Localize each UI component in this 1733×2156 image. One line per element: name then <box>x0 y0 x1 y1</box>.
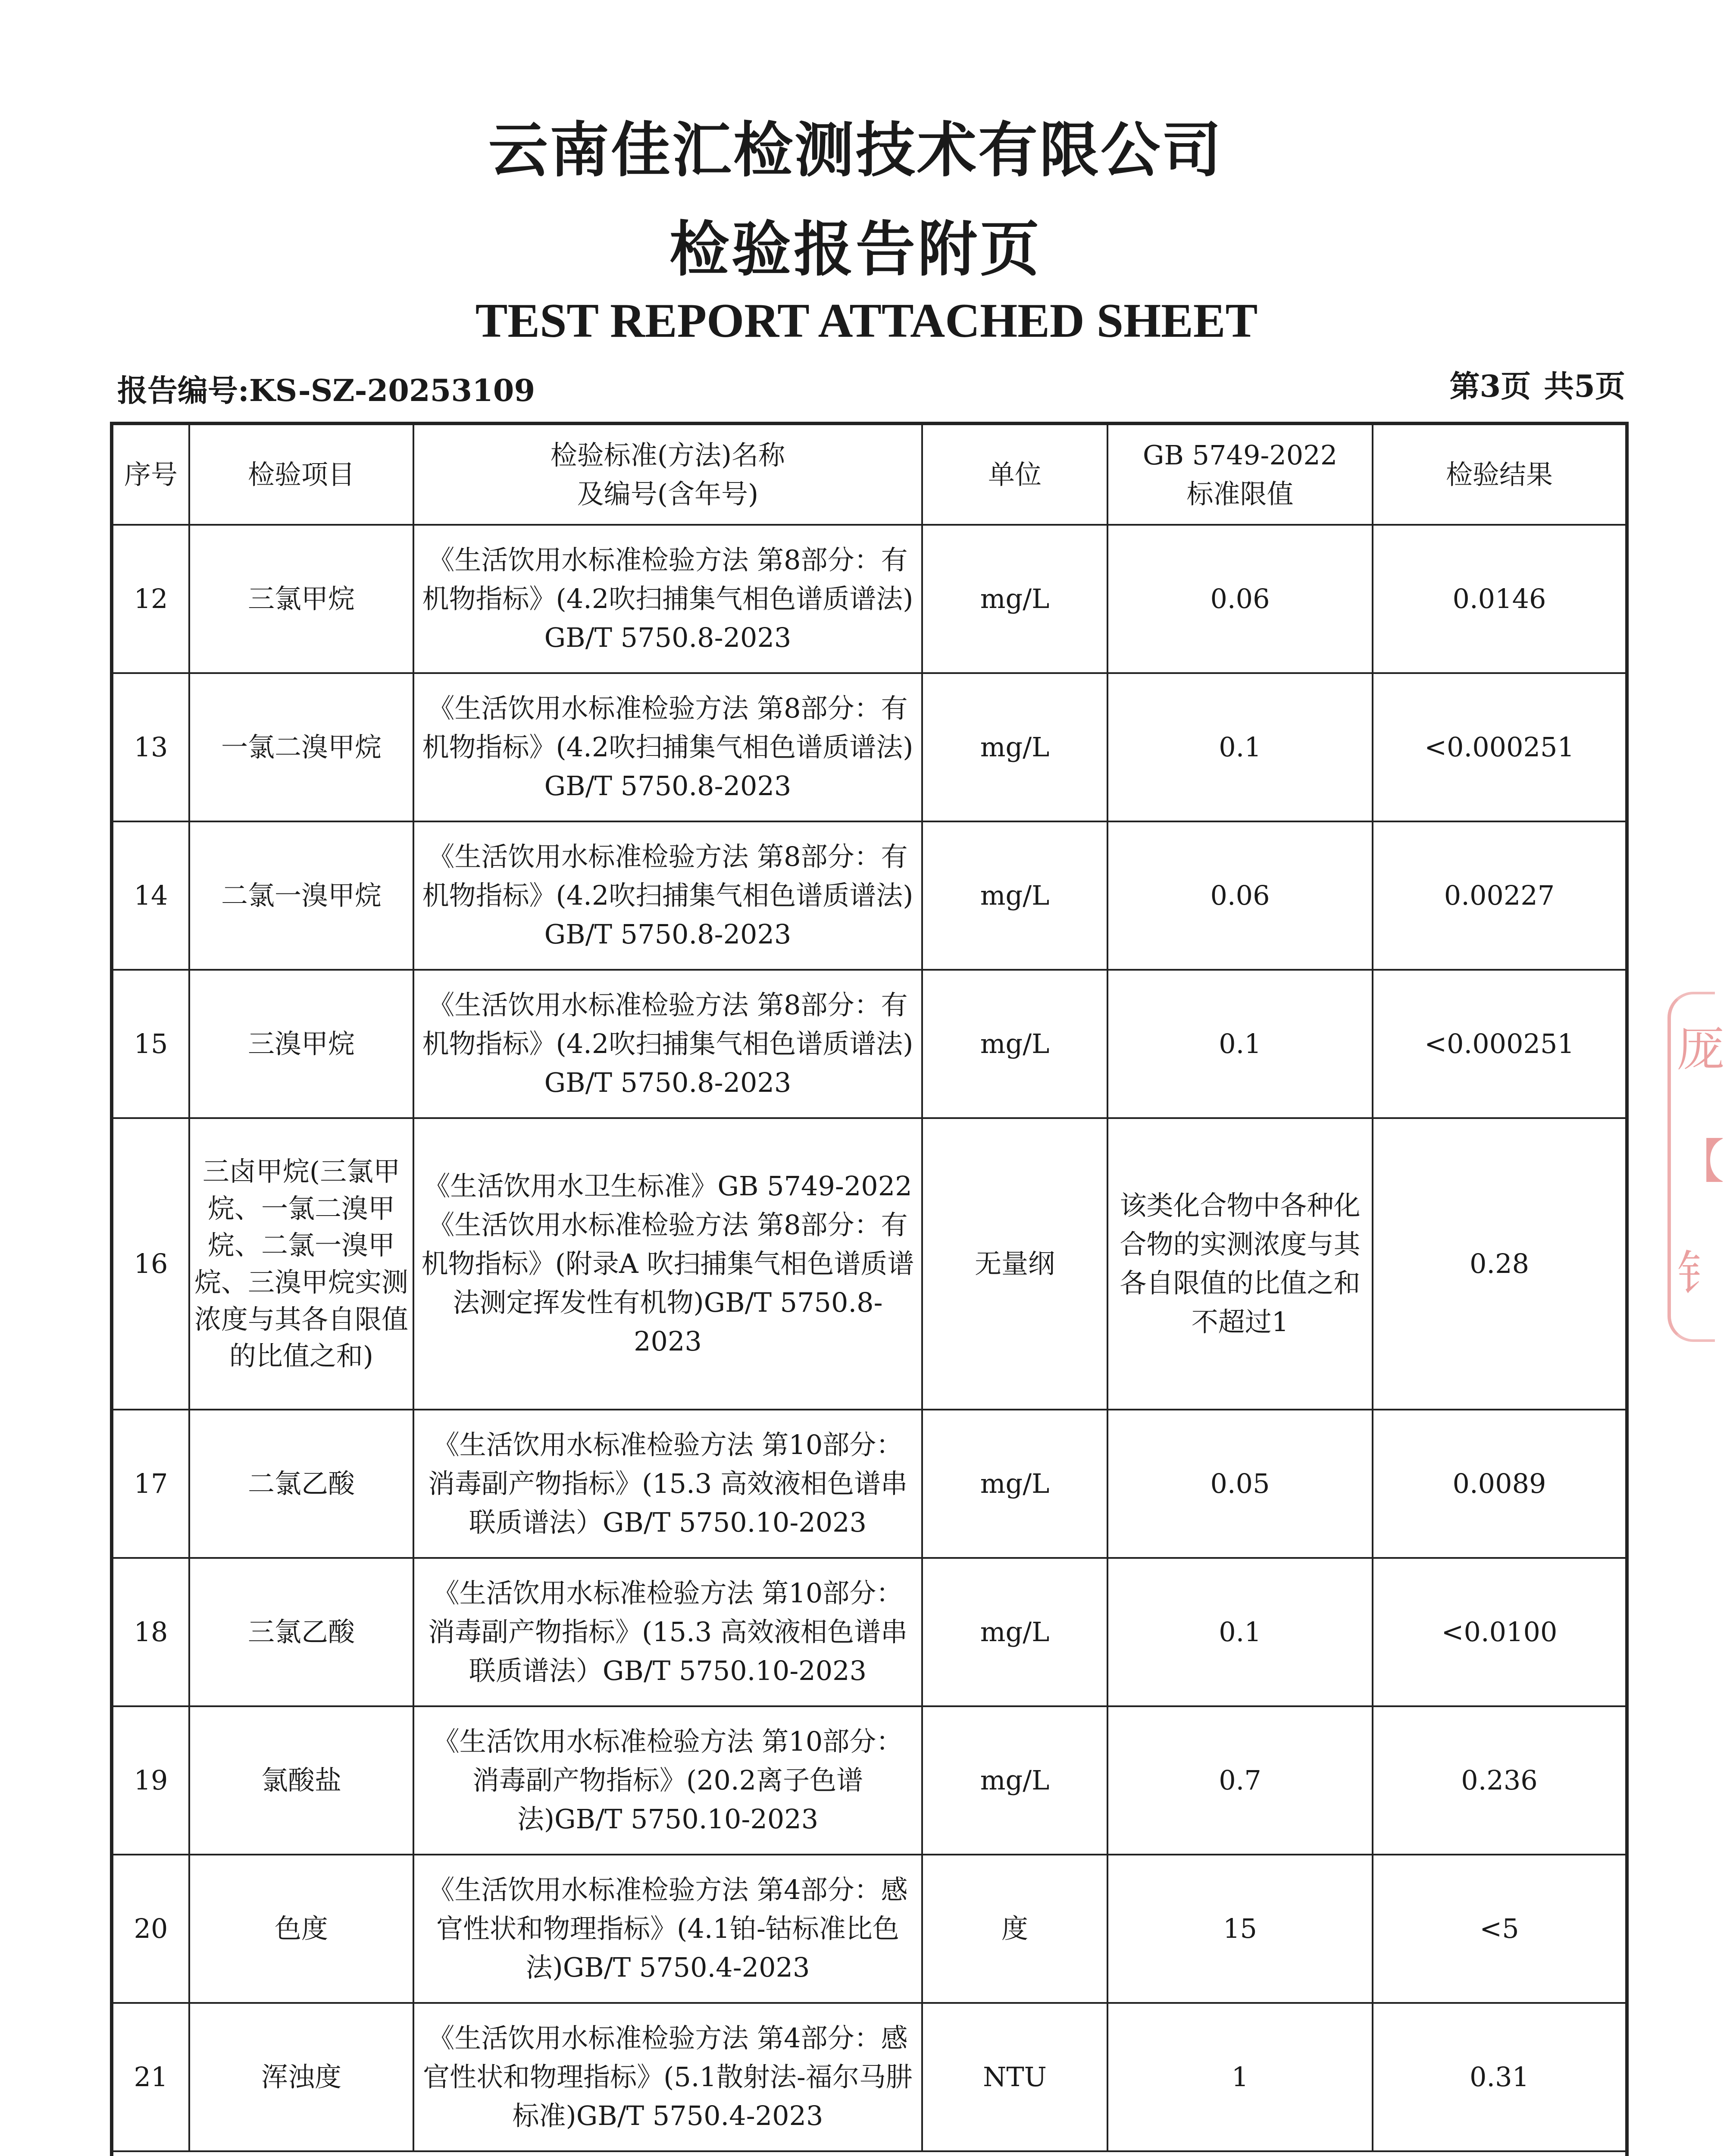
cell-limit: 0.06 <box>1107 821 1373 970</box>
cell-method: 《生活饮用水标准检验方法 第10部分：消毒副产物指标》(20.2离子色谱法)GB/T 5750.10-2023 <box>413 1706 922 1855</box>
table-footer-row <box>112 2151 1627 2156</box>
table-row <box>112 1706 1627 1855</box>
col-header-result: 检验结果 <box>1373 423 1627 525</box>
cell-no: 16 <box>112 1118 189 1410</box>
col-header-no: 序号 <box>112 423 189 525</box>
cell-no: 20 <box>112 1855 189 2003</box>
company-name: 云南佳汇检测技术有限公司 <box>488 116 1223 185</box>
cell-result: 0.00227 <box>1373 821 1627 970</box>
cell-method: 《生活饮用水卫生标准》GB 5749-2022《生活饮用水标准检验方法 第8部分：有机物指标》(附录A 吹扫捕集气相色谱质谱法测定挥发性有机物)GB/T 5750.8-2023 <box>413 1118 922 1410</box>
page-indicator <box>1437 362 1625 406</box>
col-header-method-line2: 及编号(含年号) <box>577 478 759 510</box>
cell-result: <0.000251 <box>1373 970 1627 1118</box>
table-row <box>112 821 1627 970</box>
cell-unit: mg/L <box>922 970 1107 1118</box>
cell-item: 三溴甲烷 <box>189 970 413 1118</box>
cell-result: 0.28 <box>1373 1118 1627 1410</box>
table-header-row <box>112 423 1627 525</box>
report-number: 报告编号:KS-SZ-20253109 <box>117 373 535 408</box>
cell-item: 二氯乙酸 <box>189 1410 413 1558</box>
table-row <box>112 1855 1627 2003</box>
cell-result: 0.0089 <box>1373 1410 1627 1558</box>
cell-method: 《生活饮用水标准检验方法 第8部分：有机物指标》(4.2吹扫捕集气相色谱质谱法) GB/T 5750.8-2023 <box>413 673 922 821</box>
cell-result: 0.0146 <box>1373 525 1627 673</box>
col-header-method-line1: 检验标准(方法)名称 <box>550 439 785 471</box>
cell-no: 12 <box>112 525 189 673</box>
cell-method: 《生活饮用水标准检验方法 第8部分：有机物指标》(4.2吹扫捕集气相色谱质谱法) GB/T 5750.8-2023 <box>413 821 922 970</box>
cell-item: 三氯甲烷 <box>189 525 413 673</box>
english-title: TEST REPORT ATTACHED SHEET <box>475 294 1258 348</box>
col-header-method <box>413 423 922 525</box>
cell-limit: 1 <box>1107 2003 1373 2151</box>
cell-item: 三氯乙酸 <box>189 1558 413 1706</box>
cell-limit: 0.1 <box>1107 673 1373 821</box>
table-row <box>112 1558 1627 1706</box>
stamp-char: 厐 <box>1677 1022 1724 1077</box>
table-row <box>112 2003 1627 2151</box>
cell-result: <0.0100 <box>1373 1558 1627 1706</box>
cell-limit: 15 <box>1107 1855 1373 2003</box>
table-row <box>112 673 1627 821</box>
cell-unit: mg/L <box>922 821 1107 970</box>
cell-item: 浑浊度 <box>189 2003 413 2151</box>
cell-limit: 0.05 <box>1107 1410 1373 1558</box>
cell-result: 0.31 <box>1373 2003 1627 2151</box>
cell-unit: 无量纲 <box>922 1118 1107 1410</box>
seal-stamp <box>1667 992 1724 1342</box>
cell-no: 21 <box>112 2003 189 2151</box>
cell-method: 《生活饮用水标准检验方法 第8部分：有机物指标》(4.2吹扫捕集气相色谱质谱法) GB/T 5750.8-2023 <box>413 970 922 1118</box>
cell-method: 《生活饮用水标准检验方法 第10部分：消毒副产物指标》(15.3 高效液相色谱串联质谱法）GB/T 5750.10-2023 <box>413 1558 922 1706</box>
cell-limit: 0.1 <box>1107 970 1373 1118</box>
cell-method: 《生活饮用水标准检验方法 第4部分：感官性状和物理指标》(4.1铂-钴标准比色法)GB/T 5750.4-2023 <box>413 1855 922 2003</box>
cell-unit: NTU <box>922 2003 1107 2151</box>
cell-unit: mg/L <box>922 1410 1107 1558</box>
cell-method: 《生活饮用水标准检验方法 第10部分：消毒副产物指标》(15.3 高效液相色谱串联质谱法）GB/T 5750.10-2023 <box>413 1410 922 1558</box>
col-header-unit: 单位 <box>922 423 1107 525</box>
stamp-char: 【 <box>1677 1134 1724 1189</box>
cell-unit: mg/L <box>922 1706 1107 1855</box>
cell-method: 《生活饮用水标准检验方法 第8部分：有机物指标》(4.2吹扫捕集气相色谱质谱法) GB/T 5750.8-2023 <box>413 525 922 673</box>
cell-unit: 度 <box>922 1855 1107 2003</box>
table-row <box>112 525 1627 673</box>
cell-limit: 0.1 <box>1107 1558 1373 1706</box>
table-row <box>112 970 1627 1118</box>
cell-limit: 该类化合物中各种化合物的实测浓度与其各自限值的比值之和不超过1 <box>1107 1118 1373 1410</box>
cell-item: 二氯一溴甲烷 <box>189 821 413 970</box>
cell-no: 18 <box>112 1558 189 1706</box>
cell-no: 13 <box>112 673 189 821</box>
cell-limit: 0.7 <box>1107 1706 1373 1855</box>
cell-method: 《生活饮用水标准检验方法 第4部分：感官性状和物理指标》(5.1散射法-福尔马肼标准)GB/T 5750.4-2023 <box>413 2003 922 2151</box>
table-row <box>112 1118 1627 1410</box>
continued-notice <box>112 2151 1627 2156</box>
col-header-limit-line1: GB 5749-2022 <box>1142 439 1338 471</box>
col-header-item: 检验项目 <box>189 423 413 525</box>
cell-unit: mg/L <box>922 673 1107 821</box>
col-header-limit-line2: 标准限值 <box>1186 478 1294 510</box>
cell-item: 三卤甲烷(三氯甲烷、一氯二溴甲烷、二氯一溴甲烷、三溴甲烷实测浓度与其各自限值的比值之和) <box>189 1118 413 1410</box>
page-current: 第3页 <box>1449 368 1531 404</box>
cell-no: 14 <box>112 821 189 970</box>
col-header-limit <box>1107 423 1373 525</box>
page-total: 共5页 <box>1544 368 1625 404</box>
cell-unit: mg/L <box>922 525 1107 673</box>
cell-result: 0.236 <box>1373 1706 1627 1855</box>
cell-no: 17 <box>112 1410 189 1558</box>
cell-item: 一氯二溴甲烷 <box>189 673 413 821</box>
cell-item: 氯酸盐 <box>189 1706 413 1855</box>
cell-limit: 0.06 <box>1107 525 1373 673</box>
results-table <box>110 422 1629 2156</box>
cell-result: <5 <box>1373 1855 1627 2003</box>
cell-result: <0.000251 <box>1373 673 1627 821</box>
table-row <box>112 1410 1627 1558</box>
cell-no: 15 <box>112 970 189 1118</box>
cell-item: 色度 <box>189 1855 413 2003</box>
stamp-char: 钅 <box>1677 1246 1724 1301</box>
report-subtitle: 检验报告附页 <box>669 215 1042 284</box>
cell-unit: mg/L <box>922 1558 1107 1706</box>
cell-no: 19 <box>112 1706 189 1855</box>
